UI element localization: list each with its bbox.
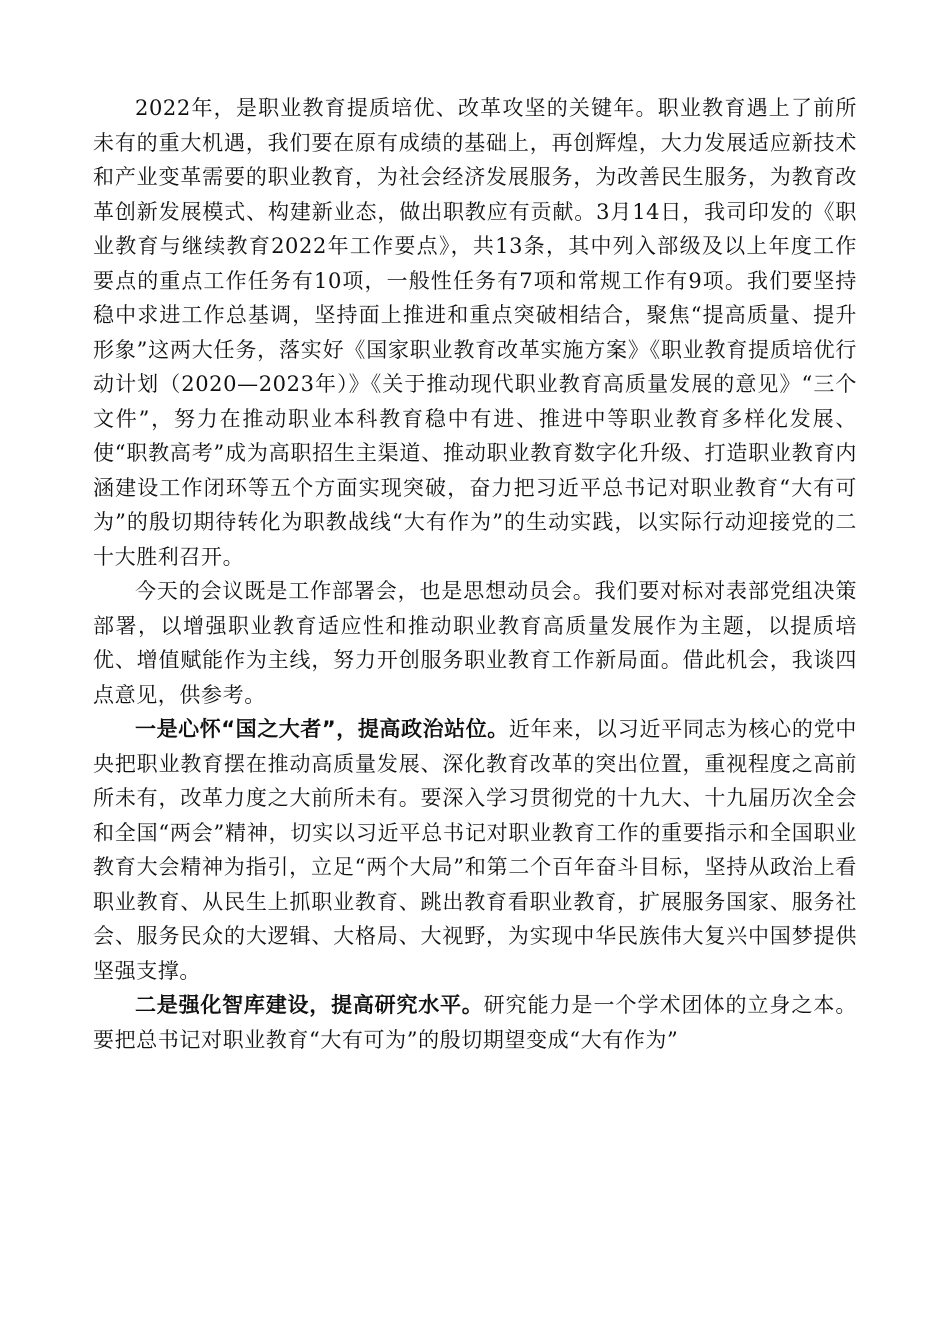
paragraph-text: 近年来，以习近平同志为核心的党中央把职业教育摆在推动高质量发展、深化教育改革的突出位置，重视程度之高前所未有，改革力度之大前所未有。要深入学习贯彻党的十九大、十九届历次全会和全国“两会”精神，切实以习近平总书记对职业教育工作的重要指示和全国职业教育大会精神为指引，立足“两个大局”和第二个百年奋斗目标，坚持从政治上看职业教育、从民生上抓职业教育、跳出教育看职业教育，扩展服务国家、服务社会、服务民众的大逻辑、大格局、大视野，为实现中华民族伟大复兴中国梦提供坚强支撑。 (93, 717, 857, 983)
paragraph-point-two (93, 988, 857, 1057)
paragraph-meeting (93, 574, 857, 712)
paragraph-text: 研究能力是一个学术团体的立身之本。要把总书记对职业教育“大有可为”的殷切期望变成“大有作为” (93, 993, 857, 1052)
paragraph-intro (93, 91, 857, 574)
paragraph-lead: 二是强化智库建设，提高研究水平。 (135, 993, 484, 1017)
paragraph-text: 2022年，是职业教育提质培优、改革攻坚的关键年。职业教育遇上了前所未有的重大机遇，我们要在原有成绩的基础上，再创辉煌，大力发展适应新技术和产业变革需要的职业教育，为社会经济发展服务，为改善民生服务，为教育改革创新发展模式、构建新业态，做出职教应有贡献。3月14日，我司印发的《职业教育与继续教育2022年工作要点》，共13条，其中列入部级及以上年度工作要点的重点工作任务有10项，一般性任务有7项和常规工作有9项。我们要坚持稳中求进工作总基调，坚持面上推进和重点突破相结合，聚焦“提高质量、提升形象”这两大任务，落实好《国家职业教育改革实施方案》《职业教育提质培优行动计划（2020—2023年）》《关于推动现代职业教育高质量发展的意见》“三个文件”，努力在推动职业本科教育稳中有进、推进中等职业教育多样化发展、使“职教高考”成为高职招生主渠道、推动职业教育数字化升级、打造职业教育内涵建设工作闭环等五个方面实现突破，奋力把习近平总书记对职业教育“大有可为”的殷切期待转化为职教战线“大有作为”的生动实践，以实际行动迎接党的二十大胜利召开。 (93, 96, 857, 569)
paragraph-point-one (93, 712, 857, 988)
paragraph-lead: 一是心怀“国之大者”，提高政治站位。 (135, 717, 509, 741)
paragraph-text: 今天的会议既是工作部署会，也是思想动员会。我们要对标对表部党组决策部署，以增强职业教育适应性和推动职业教育高质量发展作为主题，以提质培优、增值赋能作为主线，努力开创服务职业教育工作新局面。借此机会，我谈四点意见，供参考。 (93, 579, 857, 707)
document-body (93, 91, 857, 1057)
